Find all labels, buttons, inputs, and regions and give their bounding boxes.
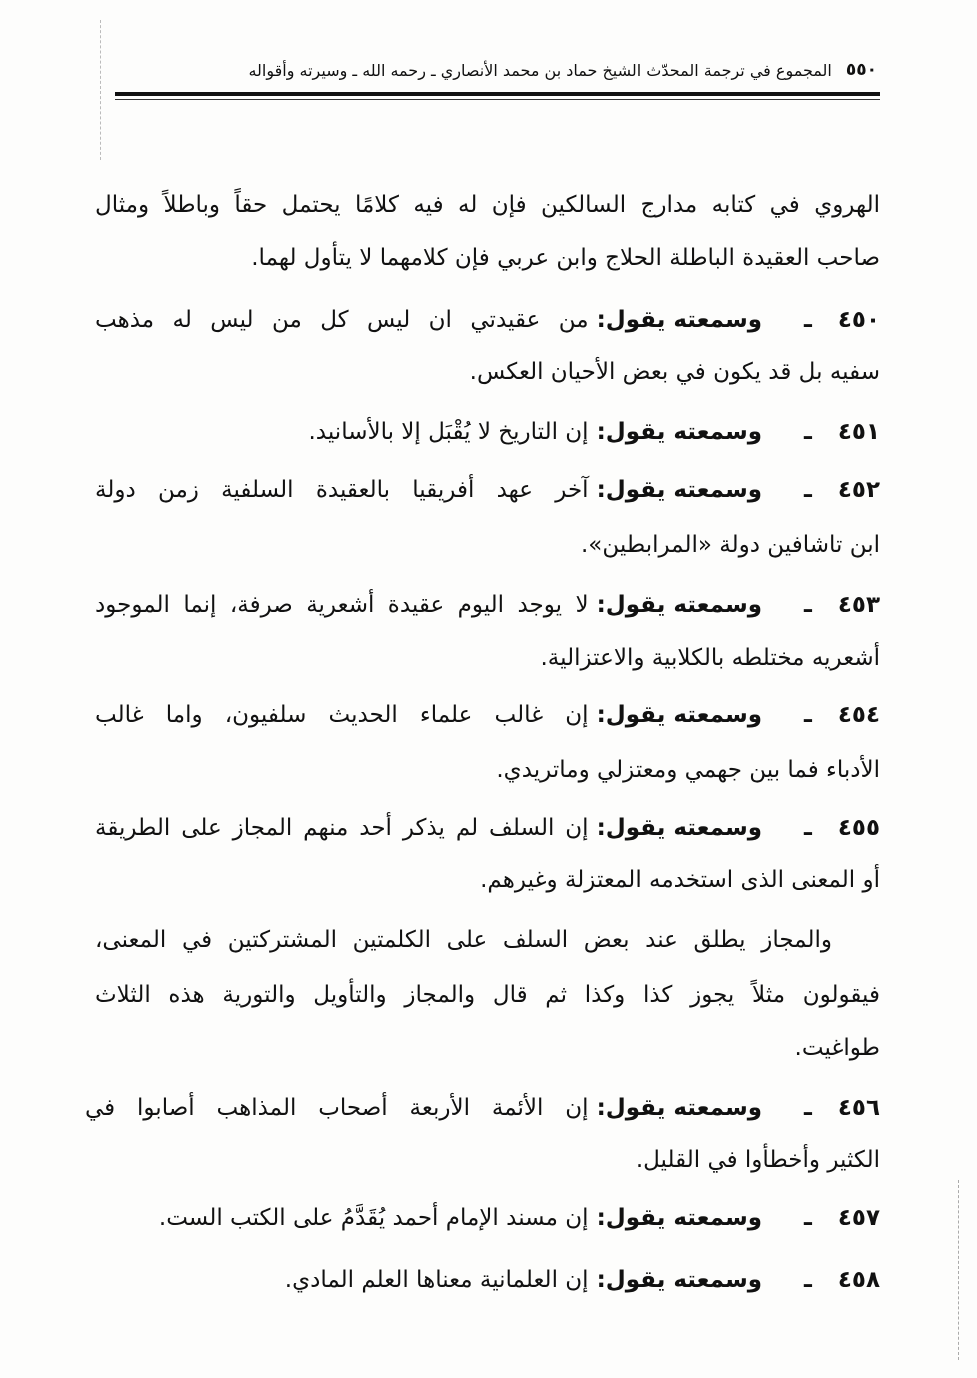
entry-lead: وسمعته يقول: bbox=[596, 702, 762, 728]
text-line: فيقولون مثلاً يجوز كذا وكذا ثم قال والمجاز والتأويل والتورية هذه الثلاث bbox=[95, 982, 880, 1008]
entry-number: ٤٥٤ ـ bbox=[804, 702, 880, 728]
text-line: ابن تاشافين دولة «المرابطين». bbox=[581, 532, 880, 558]
text-line: الأدباء فما بين جهمي ومعتزلي وماتريدي. bbox=[496, 757, 880, 783]
entry-lead: وسمعته يقول: bbox=[596, 1095, 762, 1121]
text-line: صاحب العقيدة الباطلة الحلاج وابن عربي فإن كلامهما لا يتأول لهما. bbox=[251, 245, 880, 271]
entry-lead: وسمعته يقول: bbox=[596, 1267, 762, 1293]
entry-lead: وسمعته يقول: bbox=[596, 477, 762, 503]
text-line: طواغيت. bbox=[794, 1035, 880, 1061]
entry-lead: وسمعته يقول: bbox=[596, 815, 762, 841]
running-header bbox=[197, 54, 877, 86]
entry-line: ٤٥٤ ـ وسمعته يقول: إن غالب علماء الحديث سلفيون، واما غالب bbox=[95, 693, 880, 737]
scan-edge-mark bbox=[100, 20, 101, 160]
header-rule bbox=[115, 92, 880, 96]
book-title: المجموع في ترجمة المحدّث الشيخ حماد بن محمد الأنصاري ـ رحمه الله ـ وسيرته وأقواله bbox=[248, 60, 832, 80]
entry-number: ٤٥٦ ـ bbox=[804, 1095, 880, 1121]
entry-line: ٤٥٣ ـ وسمعته يقول: لا يوجد اليوم عقيدة أشعرية صرفة، إنما الموجود bbox=[95, 583, 880, 627]
entry-number: ٤٥٥ ـ bbox=[804, 815, 880, 841]
text-line: الهروي في كتابه مدارج السالكين فإن له فيه كلامًا يحتمل حقاً وباطلاً ومثال bbox=[95, 192, 880, 218]
entry-line: ٤٥٧ ـ وسمعته يقول: إن مسند الإمام أحمد يُقَدَّمُ على الكتب الست. bbox=[95, 1196, 880, 1240]
entry-line: ٤٥٨ ـ وسمعته يقول: إن العلمانية معناها العلم المادي. bbox=[95, 1258, 880, 1302]
scan-edge-mark bbox=[958, 1180, 959, 1360]
entry-number: ٤٥٢ ـ bbox=[804, 477, 880, 503]
entry-lead: وسمعته يقول: bbox=[596, 419, 762, 445]
entry-number: ٤٥٧ ـ bbox=[804, 1205, 880, 1231]
entry-number: ٤٥٠ ـ bbox=[804, 307, 880, 333]
entry-lead: وسمعته يقول: bbox=[596, 307, 762, 333]
text-line: أشعريه مختلطه بالكلابية والاعتزالية. bbox=[540, 645, 880, 671]
header-rule bbox=[115, 99, 880, 100]
entry-number: ٤٥٨ ـ bbox=[804, 1267, 880, 1293]
entry-line: ٤٥٥ ـ وسمعته يقول: إن السلف لم يذكر أحد منهم المجاز على الطريقة bbox=[95, 806, 880, 850]
text-line: الكثير وأخطأوا في القليل. bbox=[635, 1147, 880, 1173]
text-line: والمجاز يطلق عند بعض السلف على الكلمتين المشتركتين في المعنى، bbox=[95, 927, 832, 953]
entry-number: ٤٥١ ـ bbox=[804, 419, 880, 445]
entry-lead: وسمعته يقول: bbox=[596, 1205, 762, 1231]
text-line: أو المعنى الذى استخدمه المعتزلة وغيرهم. bbox=[480, 867, 880, 893]
entry-line: ٤٥٦ ـ وسمعته يقول: إن الأئمة الأربعة أصحاب المذاهب أصابوا في bbox=[85, 1086, 880, 1130]
entry-lead: وسمعته يقول: bbox=[596, 592, 762, 618]
entry-line: ٤٥٢ ـ وسمعته يقول: آخر عهد أفريقيا بالعقيدة السلفية زمن دولة bbox=[95, 468, 880, 512]
entry-line: ٤٥٠ ـ وسمعته يقول: من عقيدتي ان ليس كل من ليس له مذهب bbox=[95, 298, 880, 342]
text-line: سفيه بل قد يكون في بعض الأحيان العكس. bbox=[469, 359, 880, 385]
page-number: ٥٥٠ bbox=[845, 60, 877, 80]
entry-line: ٤٥١ ـ وسمعته يقول: إن التاريخ لا يُقْبَل إلا بالأسانيد. bbox=[95, 410, 880, 454]
entry-number: ٤٥٣ ـ bbox=[804, 592, 880, 618]
